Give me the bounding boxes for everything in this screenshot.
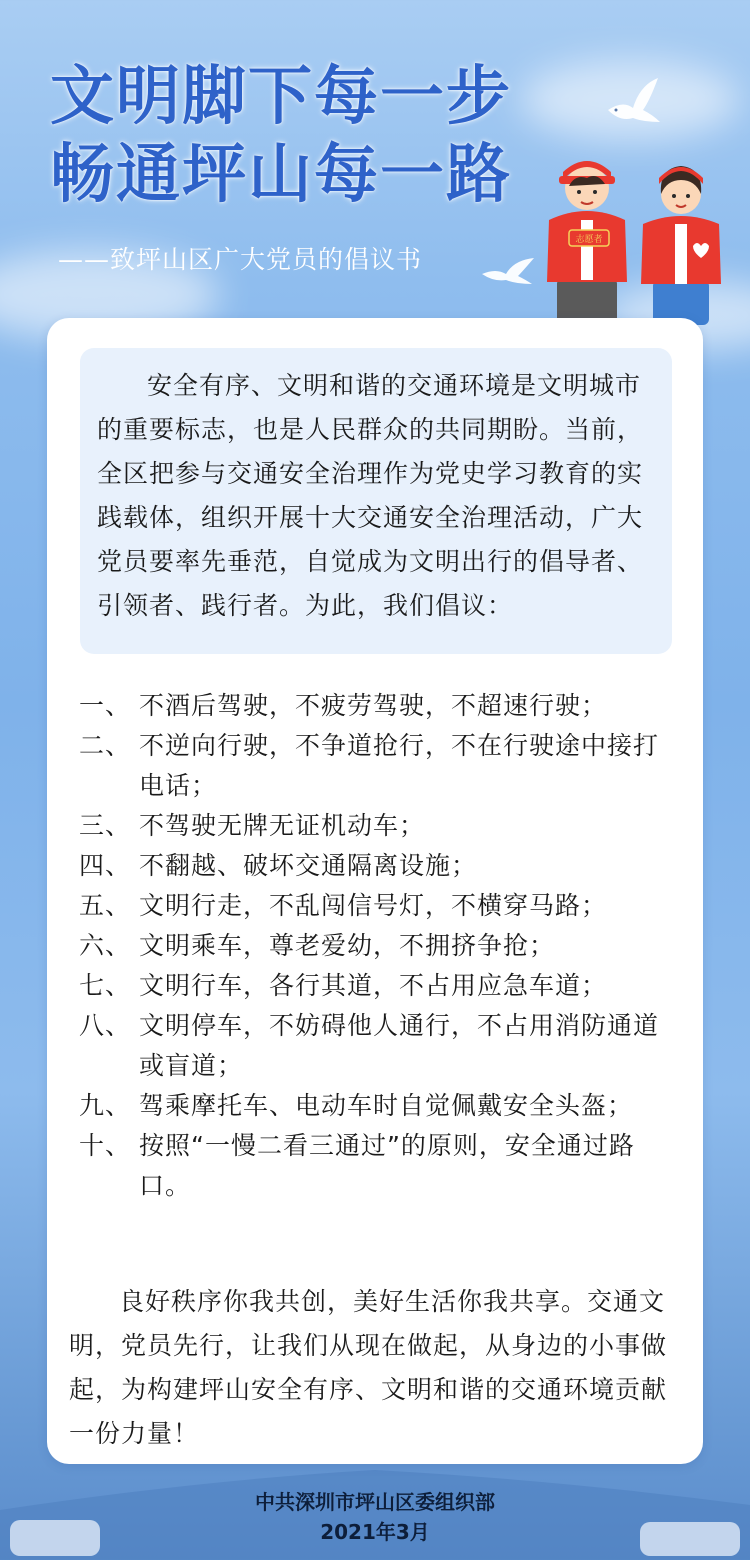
list-item-text: 文明行车，各行其道，不占用应急车道； [139,971,608,1000]
list-item-text: 按照“一慢二看三通过”的原则，安全通过路口。 [139,1131,635,1200]
intro-paragraph: 安全有序、文明和谐的交通环境是文明城市的重要标志，也是人民群众的共同期盼。当前，全区把参与交通安全治理作为党史学习教育的实践载体，组织开展十大交通安全治理活动，广大党员要率先垂范，自觉成为文明出行的倡导者、引领者、践行者。为此，我们倡议： [97,371,644,620]
list-item [79,886,679,926]
list-item [79,1126,679,1206]
list-item [79,806,679,846]
list-item-text: 不驾驶无牌无证机动车； [139,811,426,840]
list-item-number: 三、 [79,811,132,840]
content-card [47,318,703,1464]
list-item [79,686,679,726]
page-subtitle: ——致坪山区广大党员的倡议书 [58,245,423,274]
dove-icon [598,70,668,140]
list-item-number: 四、 [79,851,132,880]
list-item [79,1006,679,1086]
title-line-1: 文明脚下每一步 [50,60,512,134]
title-line-2: 畅通坪山每一路 [50,138,512,212]
list-item-number: 五、 [79,891,132,920]
list-item-text: 文明乘车，尊老爱幼，不拥挤争抢； [139,931,556,960]
list-item-text: 不翻越、破坏交通隔离设施； [139,851,478,880]
list-item-text: 文明行走，不乱闯信号灯，不横穿马路； [139,891,608,920]
page-title [50,58,512,214]
list-item-number: 九、 [79,1091,132,1120]
intro-box [80,348,672,654]
list-item-text: 不逆向行驶，不争道抢行，不在行驶途中接打电话； [139,731,660,800]
boy-volunteer-figure [547,161,627,325]
list-item [79,966,679,1006]
list-item [79,926,679,966]
list-item-number: 六、 [79,931,132,960]
list-item [79,1086,679,1126]
list-item-text: 文明停车，不妨碍他人通行，不占用消防通道或盲道； [139,1011,660,1080]
volunteer-badge-text: 志愿者 [575,235,603,245]
list-item-text: 驾乘摩托车、电动车时自觉佩戴安全头盔； [139,1091,634,1120]
list-item-number: 八、 [79,1011,132,1040]
volunteers-illustration [535,150,745,325]
footer-organization: 中共深圳市坪山区委组织部 [255,1490,495,1514]
list-item-text: 不酒后驾驶，不疲劳驾驶，不超速行驶； [139,691,608,720]
footer-date: 2021年3月 [320,1520,430,1544]
closing-paragraph: 良好秩序你我共创，美好生活你我共享。交通文明，党员先行，让我们从现在做起，从身边的小事做起，为构建坪山安全有序、文明和谐的交通环境贡献一份力量！ [69,1287,668,1448]
dove-icon [478,256,538,290]
girl-volunteer-figure [641,166,721,325]
list-item [79,846,679,886]
list-item-number: 十、 [79,1131,132,1160]
proposal-list [79,686,679,1206]
list-item-number: 一、 [79,691,132,720]
list-item [79,726,679,806]
list-item-number: 二、 [79,731,132,760]
list-item-number: 七、 [79,971,132,1000]
